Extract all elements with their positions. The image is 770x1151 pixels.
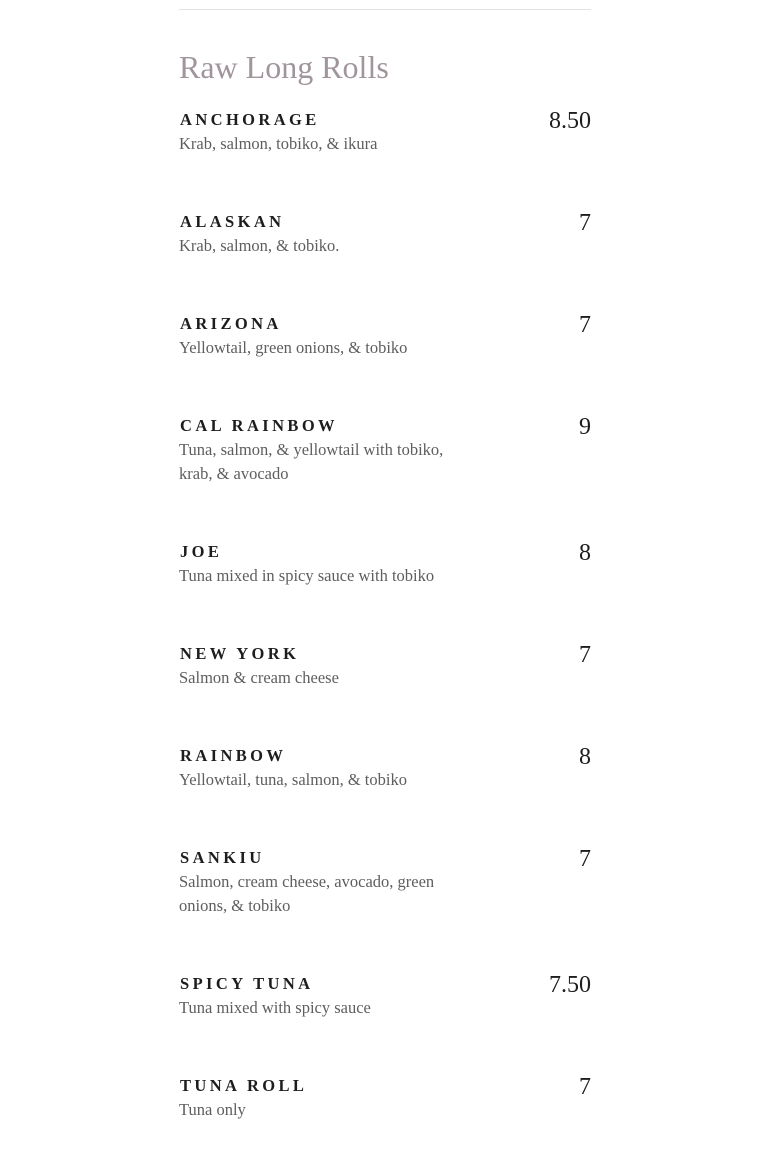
item-description: Yellowtail, tuna, salmon, & tobiko bbox=[179, 770, 407, 789]
section-divider bbox=[179, 9, 591, 10]
item-description: Tuna mixed with spicy sauce bbox=[179, 998, 371, 1017]
item-description: Tuna only bbox=[179, 1100, 246, 1119]
item-name: SPICY TUNA bbox=[180, 974, 314, 993]
item-price: 7.50 bbox=[549, 972, 591, 998]
item-description: Krab, salmon, & tobiko. bbox=[179, 236, 340, 255]
item-price: 7 bbox=[579, 846, 591, 872]
item-price: 8 bbox=[579, 540, 591, 566]
item-price: 7 bbox=[579, 312, 591, 338]
item-description: Salmon, cream cheese, avocado, green onions, & tobiko bbox=[179, 872, 435, 915]
item-description: Salmon & cream cheese bbox=[179, 668, 339, 687]
item-name: ANCHORAGE bbox=[180, 110, 320, 129]
item-price: 8 bbox=[579, 744, 591, 770]
section-title: Raw Long Rolls bbox=[179, 49, 389, 85]
item-description: Yellowtail, green onions, & tobiko bbox=[179, 338, 408, 357]
item-name: SANKIU bbox=[180, 848, 265, 867]
item-name: CAL RAINBOW bbox=[180, 416, 338, 435]
item-name: RAINBOW bbox=[180, 746, 287, 765]
item-name: NEW YORK bbox=[180, 644, 300, 663]
item-description: Tuna, salmon, & yellowtail with tobiko, krab, & avocado bbox=[179, 440, 444, 483]
item-name: ARIZONA bbox=[180, 314, 282, 333]
item-price: 7 bbox=[579, 210, 591, 236]
item-description: Tuna mixed in spicy sauce with tobiko bbox=[179, 566, 435, 585]
item-name: TUNA ROLL bbox=[180, 1076, 308, 1095]
item-description: Krab, salmon, tobiko, & ikura bbox=[179, 134, 378, 153]
item-name: ALASKAN bbox=[180, 212, 285, 231]
item-price: 8.50 bbox=[549, 108, 591, 134]
item-name: JOE bbox=[180, 542, 223, 561]
item-price: 7 bbox=[579, 1074, 591, 1100]
item-price: 9 bbox=[579, 414, 591, 440]
item-price: 7 bbox=[579, 642, 591, 668]
